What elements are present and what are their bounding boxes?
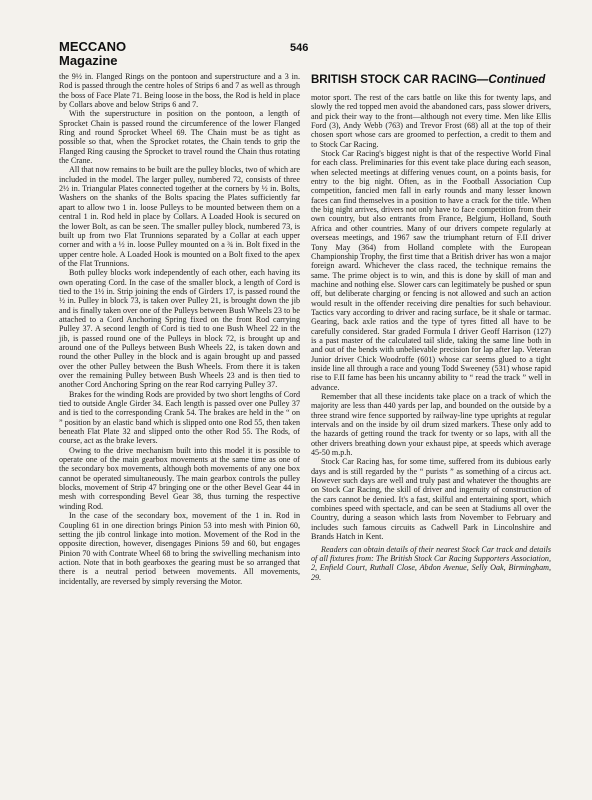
left-column xyxy=(59,72,300,586)
masthead-subtitle: Magazine xyxy=(59,53,118,68)
masthead xyxy=(59,40,126,68)
right-paragraph: Remember that all these incidents take place on a track of which the majority are less than 440 yards per lap, and bounded on the outside by a three strand wire fence supported by railway-line type uprights at regular intervals and on the inside by oil drum sized markers. These only add to the hazards of getting round the track for twenty or so laps, with all the other drivers breathing down your exhaust pipe, at speeds which average 45-50 m.p.h. xyxy=(311,392,551,458)
right-paragraph: motor sport. The rest of the cars battle on like this for twenty laps, and slowly the red topped men avoid the abandoned cars, pass slower drivers, and pick their way to the front—although not every time. Men like Ellis Ford (3), Andy Webb (763) and Trevor Frost (68) all at the top of their chosen sport whose cars are groomed to perfection, a credit to them and to Stock Car Racing. xyxy=(311,93,551,149)
left-paragraph: the 9½ in. Flanged Rings on the pontoon and superstructure and a 3 in. Rod is passed through the centre holes of Strips 6 and 7 as well as through the boss of Face Plate 71. Being loose in the boss, the Rod is held in place by Collars above and below Strips 6 and 7. xyxy=(59,72,300,110)
page-number: 546 xyxy=(290,42,309,54)
article-heading xyxy=(311,73,551,87)
left-paragraph: In the case of the secondary box, movement of the 1 in. Rod in Coupling 61 in one direction brings Pinion 53 into mesh with Pinion 60, setting the jib control linkage into motion. Movement of the Rod in the opposite direction, however, disengages Pinions 59 and 60, but engages Pinion 70 with Contrate Wheel 68 to bring the swivelling mechanism into action. Note that in both gearboxes the gearing must be so arranged that there is a neutral period between movements. All movements, incidentally, are reversed by simply reversing the Motor. xyxy=(59,511,300,586)
left-paragraph: Brakes for the winding Rods are provided by two short lengths of Cord tied to outside Angle Girder 34. Each length is passed over one Pulley 37 and is tied to the corresponding Crank 54. The brakes are held in the “ on ” position by an elastic band which is slipped onto one Rod 55, then taken beneath Flat Plate 32 and slipped onto the other Rod 55. The Rods, of course, act as the brake levers. xyxy=(59,389,300,446)
article-title-suffix: —Continued xyxy=(476,74,546,86)
left-paragraph: Both pulley blocks work independently of each other, each having its own operating Cord. In the case of the smaller block, a length of Cord is tied to the 1½ in. Strip joining the ends of Girders 17, is passed round the ½ in. Pulley in block 73, is taken over Pulley 21, is brought down the jib and is finally taken over one of the Pulleys between Bush Wheels 23 to be attached to a Cord Anchoring Spring fixed on the front Rod carrying Pulley 37. A second length of Cord is tied to one Bush Wheel 22 in the jib, is passed round one of the Pulleys in block 72, is brought up and around one of the Pulleys between Bush Wheels 22, is taken down and round the other Pulley in the block and is again brought up and passed over the other Pulley between the Bush Wheels. From there it is taken over the remaining Pulley between Bush Wheels 23 and is then tied to another Cord Anchoring Spring on the rear Rod carrying Pulley 37. xyxy=(59,268,300,390)
left-paragraph: With the superstructure in position on the pontoon, a length of Sprocket Chain is passed round the circumference of the lower Flanged Ring and round Sprocket Wheel 69. The Chain must be as tight as possible so that, when the Sprocket rotates, the Chain tends to grip the Flanged Ring causing the Sprocket to travel round the Chain thus rotating the Crane. xyxy=(59,109,300,166)
right-paragraph: Stock Car Racing's biggest night is that of the respective World Final for each class. Preliminaries for this event take place during each season, when selected meetings at differing venues count, on a points basis, for entry to the big night. Often, as in the Football Association Cup competition, fancied men fall in early rounds and many lesser known faces can find themselves in a position to have a crack for the title. When the big night arrives, drivers not only have to face competition from their own country, but also entrants from France, Belgium, Holland, South Africa and other countries. Many of our drivers compete regularly at overseas meetings, and 1967 saw the triumphant return of F.II driver Tony May (364) from Holland complete with the European Championship Trophy, the first time that a British driver has won a major foreign award. Whichever the class raced, the technique remains the same. The prime object is to win, and this is done by skill of man and machine and nothing else. Slower cars can legitimately be pushed or spun off, but deliberate charging or fencing is not allowed and such an action would result in the offender receiving dire penalties for such behaviour. Tactics vary according to driver and racing surface, be it shale or tarmac. Gearing, back axle ratios and the type of tyres fitted all have to be carefully considered. Star graded Formula I driver Geoff Harrison (127) is a past master of the calculated tail slide, taking the same line both in and out of the bends with unbelievable precision for lap after lap. Veteran Junior driver Chick Woodroffe (601) whose car seems glued to a tight inside line all through a race and young Todd Sweeney (531) whose rapid rise to F.II fame has been his uncanny ability to “ read the track ” well in advance. xyxy=(311,149,551,392)
masthead-title: MECCANO xyxy=(59,39,127,54)
readers-note: Readers can obtain details of their nearest Stock Car track and details of all fixtures from: The British Stock Car Racing Supporters Association, 2, Enfield Court, Ruthall Close, Abdon Avenue, Selly Oak, Birmingham, 29. xyxy=(311,544,551,582)
right-paragraph: Stock Car Racing has, for some time, suffered from its dubious early days and is still regarded by the “ purists ” as something of a circus act. However such days are well and truly past and whatever the thoughts are on Stock Car Racing, the skill of driver and ingenuity of construction of the cars cannot be denied. It's a fast, skilful and entertaining sport, which combines speed with spectacle, and can be seen at Stadiums all over the Country, during a season which lasts from November to February and includes such famous circuits as Cadwell Park in Lincolnshire and Brands Hatch in Kent. xyxy=(311,457,551,542)
right-column xyxy=(311,72,551,582)
article-title: BRITISH STOCK CAR RACING xyxy=(311,74,477,86)
left-paragraph: All that now remains to be built are the pulley blocks, two of which are included in the model. The larger pulley, numbered 72, consists of three 2½ in. Triangular Plates connected together at the corners by ½ in. Bolts, Washers on the shanks of the Bolts spacing the Plates sufficiently far apart to allow two 1 in. loose Pulleys to be mounted between them on a central 1 in. Rod held in place by Collars. A Loaded Hook is secured on the lower Bolt, as can be seen. The smaller pulley block, numbered 73, is built up from two Flat Trunnions separated by a Collar at each upper corner and with a ½ in. loose Pulley mounted on a ¾ in. Bolt fixed in the upper centre hole. A Loaded Hook is mounted on a Bolt fixed to the apex of the Flat Trunnions. xyxy=(59,165,300,268)
left-paragraph: Owing to the drive mechanism built into this model it is possible to operate one of the main gearbox movements at the same time as one of the secondary box movements, although both movements of any one box cannot be operated simultaneously. The main gearbox controls the pulley blocks, movement of Strip 47 bringing one or the other Bevel Gear 44 in mesh with corresponding Bevel Gear 38, thus turning the respective winding Rod. xyxy=(59,445,300,511)
